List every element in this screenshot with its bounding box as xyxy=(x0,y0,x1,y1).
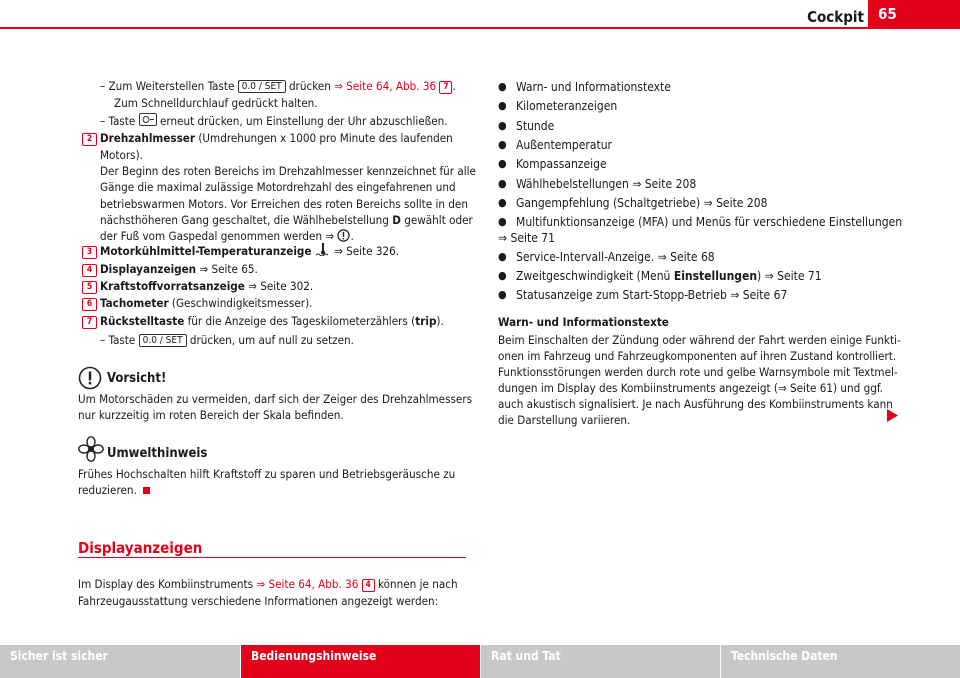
text: drücken xyxy=(288,79,331,93)
text: (Geschwindigkeitsmesser). xyxy=(171,296,313,310)
text: Taste xyxy=(108,333,136,347)
para-line-2: Gänge die maximal zulässige Motordrehzahl des eingefahrenen und xyxy=(100,180,456,194)
gear-d: D xyxy=(392,213,401,227)
subheading: Warn- und Informationstexte xyxy=(498,315,669,329)
para-line: die Darstellung variieren. xyxy=(498,413,631,427)
list-item-continuation: ⇒ Seite 71 xyxy=(498,231,556,245)
instruction-line-1 xyxy=(100,78,480,95)
item-2-line-2: Motors). xyxy=(100,148,143,162)
next-page-arrow-icon xyxy=(886,407,898,426)
text: . xyxy=(452,79,456,93)
section-line-2: Fahrzeugausstattung verschiedene Informationen angezeigt werden: xyxy=(78,594,439,608)
item-title: Rückstelltaste xyxy=(100,314,185,328)
text: nächsthöheren Gang geschaltet, die Wählhebelstellung xyxy=(100,213,389,227)
page-ref[interactable]: ⇒ Seite 326. xyxy=(334,244,400,258)
item-title: Tachometer xyxy=(100,296,169,310)
item-number-5: 5 xyxy=(82,281,97,294)
section-title: Displayanzeigen xyxy=(78,539,203,557)
item-6 xyxy=(100,295,312,312)
item-number-3: 3 xyxy=(82,246,97,259)
text: erneut drücken, um Einstellung der Uhr abzuschließen. xyxy=(159,114,448,128)
item-3 xyxy=(100,243,399,261)
caution-icon xyxy=(78,366,102,394)
item-2-line-1 xyxy=(100,130,453,147)
footer-tab-sicher[interactable]: Sicher ist sicher xyxy=(0,645,240,678)
arrow: ⇒ xyxy=(325,229,335,243)
page-ref[interactable]: ⇒ Seite 302. xyxy=(248,279,314,293)
section-line-1 xyxy=(78,576,458,593)
item-title: Drehzahlmesser xyxy=(100,131,196,145)
text: können je nach xyxy=(378,577,458,591)
text: drücken, um auf null zu setzen. xyxy=(189,333,354,347)
para-line: dungen im Display des Kombiinstruments angezeigt (⇒ Seite 61) und ggf. xyxy=(498,381,883,395)
para-line: auch akustisch signalisiert. Je nach Ausführung des Kombiinstruments kann xyxy=(498,397,893,411)
instruction-line-3 xyxy=(100,113,448,130)
text: ). xyxy=(436,314,444,328)
para-line: Beim Einschalten der Zündung oder während der Fahrt werden einige Funkti- xyxy=(498,333,901,347)
text: . xyxy=(350,229,354,243)
para-line-1: Der Beginn des roten Bereichs im Drehzahlmesser kennzeichnet für alle xyxy=(100,164,476,178)
chapter-title: Cockpit xyxy=(807,8,864,26)
environment-flower-icon xyxy=(78,436,104,466)
item-number-6: 6 xyxy=(82,298,97,311)
para-line-3: betriebswarmen Motors. Vor Erreichen des roten Bereichs sollte in den xyxy=(100,197,468,211)
caution-line-2: nur kurzzeitig im roten Bereich der Skala befinden. xyxy=(78,408,344,422)
text: gewählt oder xyxy=(404,213,473,227)
set-key: 0.0 / SET xyxy=(238,80,286,93)
footer-tab-bedienung[interactable]: Bedienungshinweise xyxy=(241,645,480,678)
dash: – xyxy=(100,114,106,128)
figure-ref-badge: 7 xyxy=(439,81,452,94)
clock-button-icon xyxy=(139,113,157,126)
text: Taste xyxy=(108,114,136,128)
page-ref[interactable]: ⇒ Seite 65. xyxy=(199,262,258,276)
end-of-section-square-icon xyxy=(143,487,150,494)
text: Im Display des Kombiinstruments xyxy=(78,577,254,591)
environment-line-2 xyxy=(78,482,150,499)
item-title: Displayanzeigen xyxy=(100,262,197,276)
trip-label: trip xyxy=(415,314,437,328)
para-line: Funktionsstörungen werden durch rote und gelbe Warnsymbole mit Textmel- xyxy=(498,365,898,379)
item-title: Motorkühlmittel-Temperaturanzeige xyxy=(100,244,312,258)
text: Zum Weiterstellen Taste xyxy=(108,79,235,93)
dash: – xyxy=(100,79,106,93)
environment-title: Umwelthinweis xyxy=(107,446,208,461)
figure-link[interactable]: ⇒ Seite 64, Abb. 36 xyxy=(256,577,359,591)
header-rule xyxy=(0,27,960,29)
item-number-4: 4 xyxy=(82,264,97,277)
text: für die Anzeige des Tageskilometerzählers ( xyxy=(187,314,416,328)
para-line-4 xyxy=(100,212,473,229)
text: der Fuß vom Gaspedal genommen werden xyxy=(100,229,323,243)
coolant-temperature-icon xyxy=(315,243,331,261)
dash: – xyxy=(100,333,106,347)
text: reduzieren. xyxy=(78,483,137,497)
item-7 xyxy=(100,313,444,330)
para-line: onen im Fahrzeug und Fahrzeugkomponenten auf ihren Zustand kontrolliert. xyxy=(498,349,897,363)
caution-line-1: Um Motorschäden zu vermeiden, darf sich der Zeiger des Drehzahlmessers xyxy=(78,392,473,406)
figure-link[interactable]: ⇒ Seite 64, Abb. 36 xyxy=(334,79,437,93)
item-7-instruction xyxy=(100,332,354,349)
page-number: 65 xyxy=(868,0,960,28)
instruction-line-2: Zum Schnelldurchlauf gedrückt halten. xyxy=(114,96,318,110)
item-4 xyxy=(100,261,258,278)
text: (Umdrehungen x 1000 pro Minute des laufenden xyxy=(198,131,453,145)
section-rule xyxy=(78,557,466,558)
item-5 xyxy=(100,278,313,295)
item-number-7: 7 xyxy=(82,316,97,329)
figure-ref-badge: 4 xyxy=(362,579,375,592)
footer-tab-technische[interactable]: Technische Daten xyxy=(721,645,960,678)
caution-title: Vorsicht! xyxy=(107,371,167,386)
environment-line-1: Frühes Hochschalten hilft Kraftstoff zu sparen und Betriebsgeräusche zu xyxy=(78,467,456,481)
item-title: Kraftstoffvorratsanzeige xyxy=(100,279,245,293)
item-number-2: 2 xyxy=(82,133,97,146)
footer-tab-rat[interactable]: Rat und Tat xyxy=(481,645,720,678)
set-key: 0.0 / SET xyxy=(139,334,187,347)
